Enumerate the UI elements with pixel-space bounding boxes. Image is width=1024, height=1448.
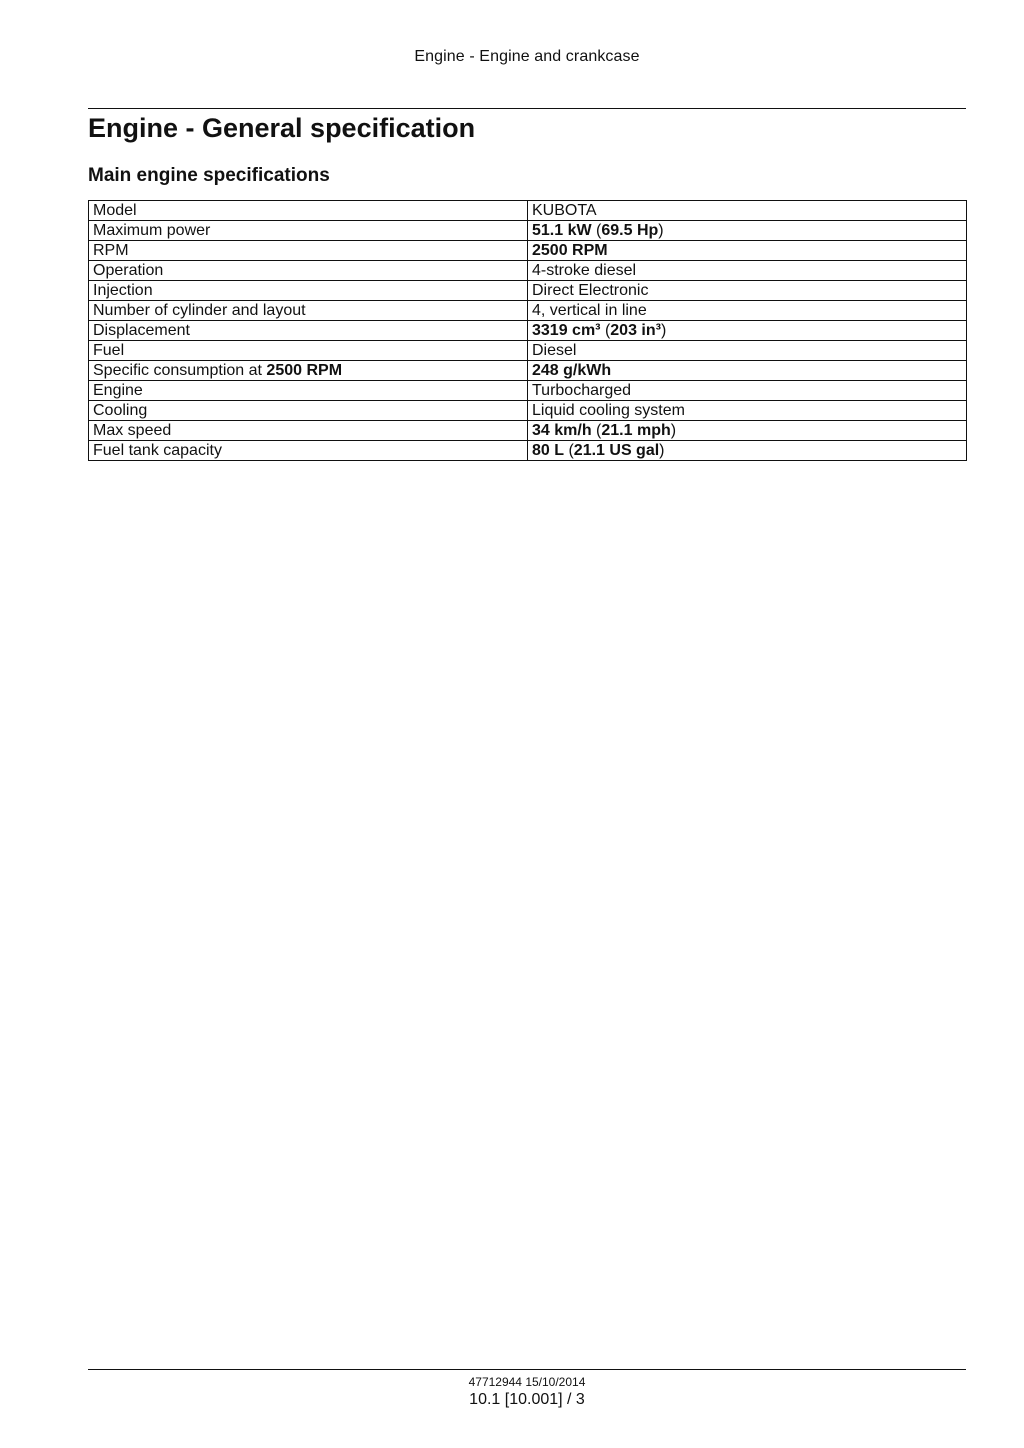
spec-label-cell [89,201,528,221]
spec-label-cell [89,381,528,401]
spec-value-emphasis: 51.1 kW [532,222,592,239]
spec-value-text: ) [660,322,667,339]
spec-value-emphasis: 21.1 US gal [573,442,660,459]
spec-label: Max speed [93,422,172,439]
spec-value-text: Diesel [532,342,577,359]
spec-label: Fuel tank capacity [93,442,222,459]
table-row [89,201,967,221]
spec-label: Number of cylinder and layout [93,302,306,319]
spec-value-text: ( [600,322,611,339]
spec-label: Cooling [93,402,148,419]
spec-value-cell [528,441,967,461]
spec-label-cell [89,301,528,321]
spec-value-cell [528,241,967,261]
table-row [89,381,967,401]
spec-value-cell [528,341,967,361]
table-row [89,221,967,241]
spec-value-text: Direct Electronic [532,282,649,299]
spec-value-text: Turbocharged [532,382,632,399]
spec-value-text: Liquid cooling system [532,402,685,419]
spec-value-emphasis: 21.1 mph [601,422,671,439]
section-title: Main engine specifications [88,165,330,186]
spec-value-text: ( [591,222,602,239]
spec-value-text: KUBOTA [532,202,597,219]
spec-value-cell [528,201,967,221]
spec-label-cell [89,221,528,241]
spec-label: Maximum power [93,222,211,239]
spec-label-cell [89,261,528,281]
spec-label-cell [89,341,528,361]
table-row [89,401,967,421]
table-row [89,321,967,341]
spec-value-cell [528,321,967,341]
spec-label: Model [93,202,137,219]
spec-label: Displacement [93,322,190,339]
spec-value-cell [528,221,967,241]
spec-value-cell [528,381,967,401]
spec-value-text: ) [670,422,677,439]
spec-value-text: 4, vertical in line [532,302,647,319]
table-row [89,261,967,281]
page-reference: 10.1 [10.001] / 3 [469,1391,585,1408]
spec-table-body [89,201,967,461]
spec-label-cell [89,441,528,461]
spec-value-text: ) [659,442,665,459]
spec-label-cell [89,361,528,381]
document-code: 47712944 15/10/2014 [468,1375,586,1389]
spec-value-emphasis: 3319 cm³ [532,322,601,339]
spec-value-cell [528,361,967,381]
header-divider [88,108,966,109]
spec-label: Engine [93,382,143,399]
table-row [89,361,967,381]
table-row [89,281,967,301]
spec-label: RPM [93,242,129,259]
page-title: Engine - General specification [88,113,476,143]
spec-label-emphasis: 2500 RPM [266,362,343,379]
spec-value-cell [528,281,967,301]
spec-label-cell [89,421,528,441]
spec-label-cell [89,241,528,261]
spec-label: Injection [93,282,153,299]
spec-value-emphasis: 2500 RPM [532,242,608,259]
spec-value-emphasis: 248 g/kWh [532,362,612,379]
table-row [89,301,967,321]
footer-divider [88,1369,966,1370]
table-row [89,241,967,261]
spec-label-cell [89,281,528,301]
spec-value-emphasis: 80 L [532,442,565,459]
spec-value-emphasis: 203 in³ [610,322,661,339]
spec-value-text: ( [591,422,602,439]
spec-value-cell [528,261,967,281]
table-row [89,421,967,441]
spec-label-cell [89,321,528,341]
spec-value-text: ) [658,222,664,239]
spec-value-text: 4-stroke diesel [532,262,637,279]
spec-label: Fuel [93,342,125,359]
spec-value-emphasis: 34 km/h [532,422,592,439]
spec-value-cell [528,301,967,321]
spec-value-cell [528,401,967,421]
engine-spec-table [88,200,967,461]
table-row [89,341,967,361]
spec-label: Specific consumption at [93,362,267,379]
spec-value-text: ( [564,442,574,459]
running-header: Engine - Engine and crankcase [414,48,640,65]
spec-value-emphasis: 69.5 Hp [601,222,659,239]
spec-value-cell [528,421,967,441]
spec-label: Operation [93,262,164,279]
table-row [89,441,967,461]
spec-label-cell [89,401,528,421]
